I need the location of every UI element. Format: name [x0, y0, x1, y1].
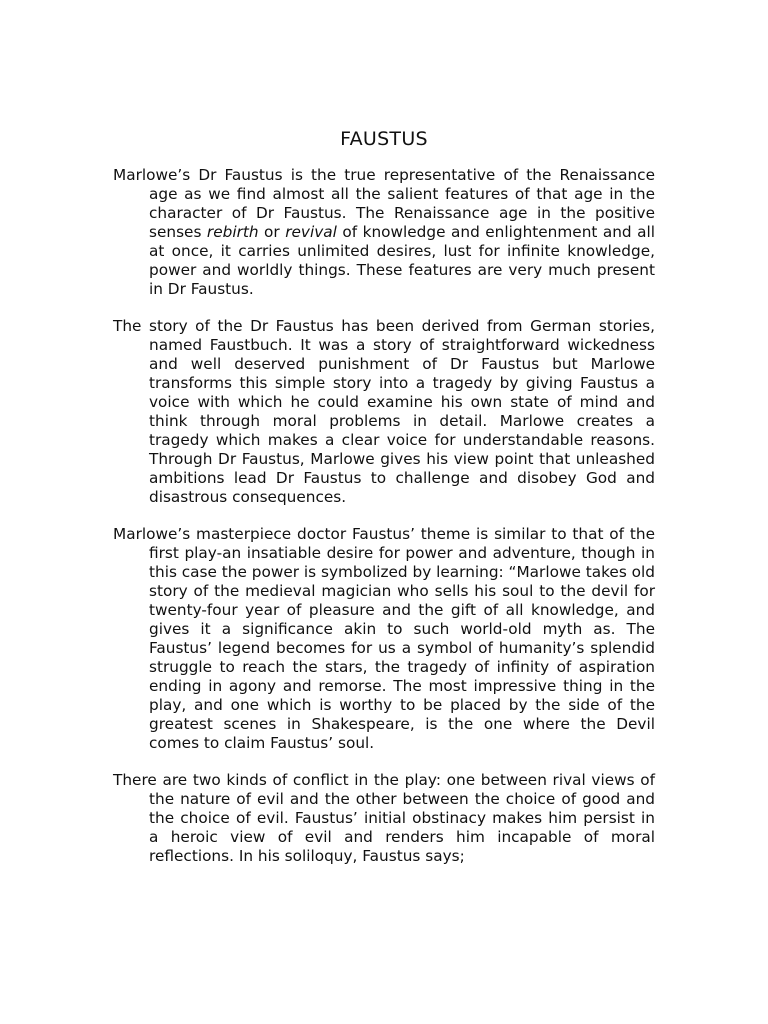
emphasized-text: rebirth: [206, 223, 259, 241]
paragraph-text: Marlowe’s Dr Faustus is the true representative of the Renaissance age as we find almost all the salient features of that age in the character of Dr Faustus. The Renaissance age in the positive senses: [113, 166, 655, 241]
document-body: [113, 166, 655, 884]
paragraph: [113, 317, 655, 507]
paragraph-text: or: [258, 223, 286, 241]
paragraph-text: There are two kinds of conflict in the play: one between rival views of the nature of evil and the other between the choice of good and the choice of evil. Faustus’ initial obstinacy makes him persist in a heroic view of evil and renders him incapable of moral reflections. In his soliloquy, Faustus says;: [113, 771, 655, 865]
paragraph-text: of knowledge and enlightenment and all at once, it carries unlimited desires, lust for infinite knowledge, power and worldly things. These features are very much present in Dr Faustus.: [149, 223, 656, 298]
paragraph: [113, 525, 655, 753]
paragraph: [113, 771, 655, 866]
emphasized-text: revival: [285, 223, 337, 241]
document-title: FAUSTUS: [340, 128, 428, 150]
paragraph-text: Marlowe’s masterpiece doctor Faustus’ theme is similar to that of the first play-an insatiable desire for power and adventure, though in this case the power is symbolized by learning: “Marlowe takes old story of the medieval magician who sells his soul to the devil for twenty-four year of pleasure and the gift of all knowledge, and gives it a significance akin to such world-old myth as. The Faustus’ legend becomes for us a symbol of humanity’s splendid struggle to reach the stars, the tragedy of infinity of aspiration ending in agony and remorse. The most impressive thing in the play, and one which is worthy to be placed by the side of the greatest scenes in Shakespeare, is the one where the Devil comes to claim Faustus’ soul.: [113, 525, 655, 752]
paragraph-text: The story of the Dr Faustus has been derived from German stories, named Faustbuch. It was a story of straightforward wickedness and well deserved punishment of Dr Faustus but Marlowe transforms this simple story into a tragedy by giving Faustus a voice with which he could examine his own state of mind and think through moral problems in detail. Marlowe creates a tragedy which makes a clear voice for understandable reasons. Through Dr Faustus, Marlowe gives his view point that unleashed ambitions lead Dr Faustus to challenge and disobey God and disastrous consequences.: [113, 317, 655, 506]
paragraph: [113, 166, 655, 299]
